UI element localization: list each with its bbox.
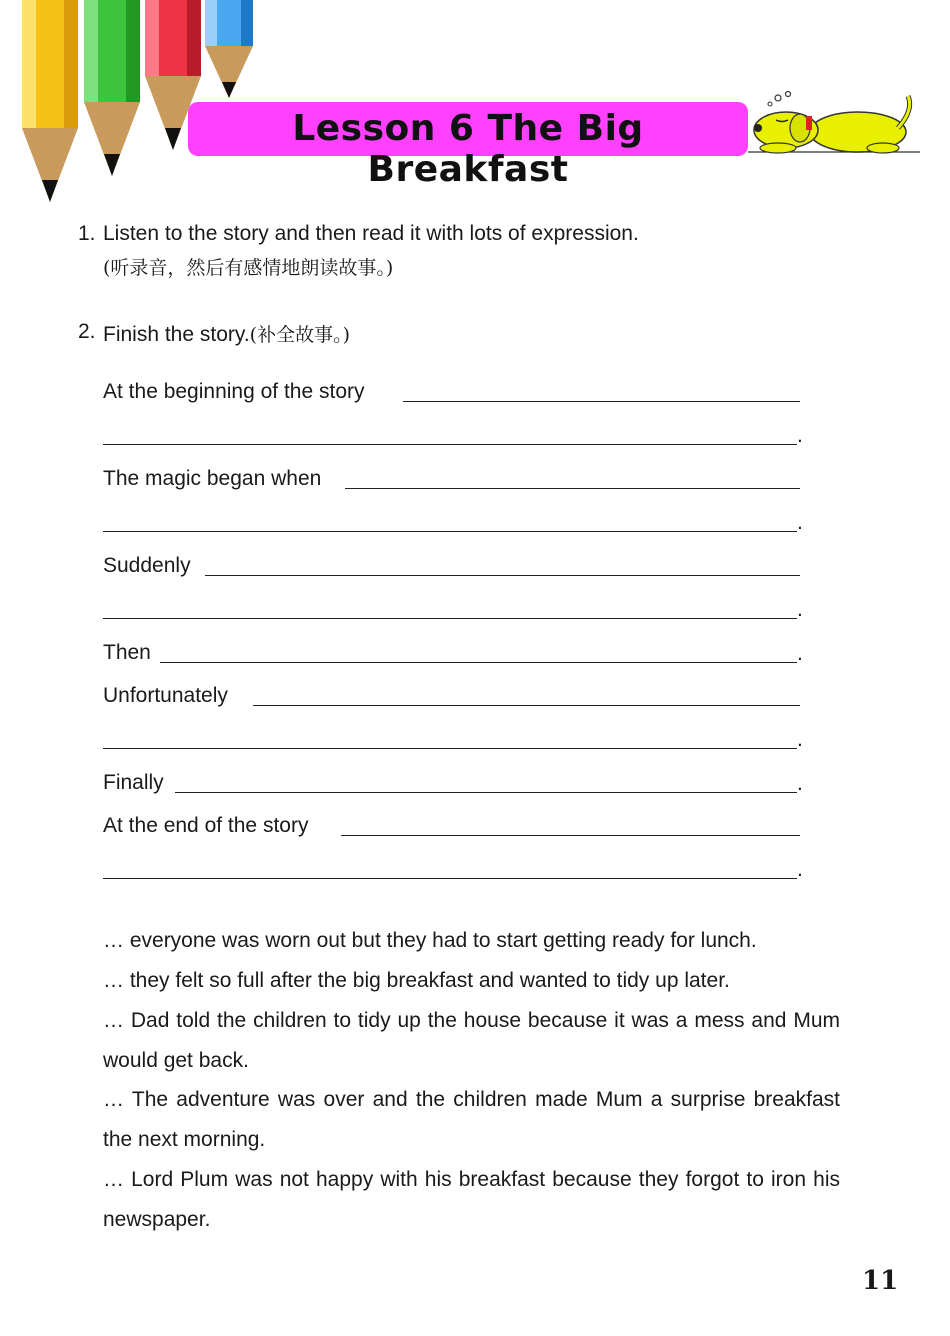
option-3: … Dad told the children to tidy up the house because it was a mess and Mum would get back. xyxy=(103,1009,840,1072)
answer-line-unfortunately-1[interactable] xyxy=(253,705,800,706)
period: . xyxy=(797,772,803,795)
answer-line-then[interactable] xyxy=(160,662,797,663)
yellow-pencil-icon xyxy=(22,0,78,202)
period: . xyxy=(797,642,803,665)
answer-line-unfortunately-2[interactable] xyxy=(103,748,797,749)
period: . xyxy=(797,424,803,447)
answer-line-beginning-2[interactable] xyxy=(103,444,797,445)
answer-line-magic-1[interactable] xyxy=(345,488,800,489)
page-number: 11 xyxy=(862,1266,899,1296)
prompt-then: Then xyxy=(103,641,151,664)
task2-instruction xyxy=(103,320,350,347)
period: . xyxy=(797,728,803,751)
sleeping-dog-icon xyxy=(748,90,920,160)
lesson-title: Lesson 6 The Big Breakfast xyxy=(292,108,644,190)
period: . xyxy=(797,511,803,534)
option-5: … Lord Plum was not happy with his breakfast because they forgot to iron his newspaper. xyxy=(103,1168,840,1231)
prompt-beginning: At the beginning of the story xyxy=(103,380,365,403)
green-pencil-icon xyxy=(84,0,140,176)
task1-number: 1. xyxy=(78,222,96,245)
option-1: … everyone was worn out but they had to start getting ready for lunch. xyxy=(103,929,757,952)
period: . xyxy=(797,858,803,881)
task1-instruction: Listen to the story and then read it with lots of expression. xyxy=(103,222,639,245)
answer-line-finally[interactable] xyxy=(175,792,797,793)
answer-line-suddenly-1[interactable] xyxy=(205,575,800,576)
lesson-title-banner xyxy=(188,102,748,190)
prompt-unfortunately: Unfortunately xyxy=(103,684,228,707)
answer-line-magic-2[interactable] xyxy=(103,531,797,532)
task2-number: 2. xyxy=(78,320,96,343)
option-2: … they felt so full after the big breakfast and wanted to tidy up later. xyxy=(103,969,730,992)
prompt-magic: The magic began when xyxy=(103,467,322,490)
task1-chinese-instruction: (听录音，然后有感情地朗读故事。) xyxy=(103,257,394,279)
prompt-end: At the end of the story xyxy=(103,814,309,837)
period: . xyxy=(797,598,803,621)
option-4: … The adventure was over and the children made Mum a surprise breakfast the next morning. xyxy=(103,1088,840,1151)
task2-instruction-text: Finish the story. xyxy=(103,323,250,346)
blue-pencil-icon xyxy=(205,0,253,98)
answer-line-end-2[interactable] xyxy=(103,878,797,879)
prompt-suddenly: Suddenly xyxy=(103,554,191,577)
task2-chinese-instruction: (补全故事。) xyxy=(249,324,350,346)
prompt-finally: Finally xyxy=(103,771,164,794)
answer-line-beginning-1[interactable] xyxy=(403,401,800,402)
answer-line-end-1[interactable] xyxy=(341,835,800,836)
answer-line-suddenly-2[interactable] xyxy=(103,618,797,619)
